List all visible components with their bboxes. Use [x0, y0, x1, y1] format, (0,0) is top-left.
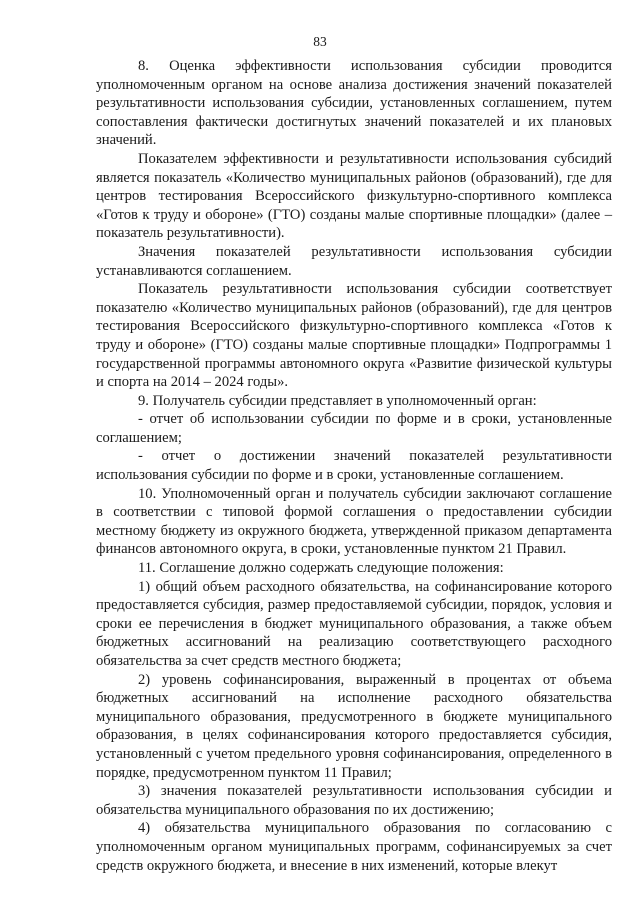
paragraph-11-agreement-content: 11. Соглашение должно содержать следующие положения: — [138, 560, 504, 577]
paragraph-8-evaluation: 8. Оценка эффективности использования субсидии проводится уполномоченным органом на основе анализа достижения значений показателей результативности использования субсидии, установленных соглашением, путем сопоставления фактически достигнутых значений показателей и их плановых значений. — [96, 58, 612, 149]
list-item-4-municipal-obligations: 4) обязательства муниципального образования по согласованию с уполномоченным органом муниципальных программ, софинансируемых за счет средств окружного бюджета, и внесение в них изменений, которые влекут — [96, 820, 612, 874]
list-item-3-indicator-values: 3) значения показателей результативности использования субсидии и обязательства муниципального образования по их достижению; — [96, 783, 612, 818]
list-item-usage-report: - отчет об использовании субсидии по форме и в сроки, установленные соглашением; — [96, 411, 612, 446]
paragraph-9-reporting: 9. Получатель субсидии представляет в уполномоченный орган: — [138, 392, 537, 409]
paragraph-10-agreement: 10. Уполномоченный орган и получатель субсидии заключают соглашение в соответствии с типовой формой соглашения о предоставлении субсидии местному бюджету из окружного бюджета, утвержденной приказом департамента финансов автономного округа, в сроки, установленные пунктом 21 Правил. — [96, 485, 612, 558]
list-item-achievement-report: - отчет о достижении значений показателей результативности использования субсидии по форме и в сроки, установленные соглашением. — [96, 448, 612, 484]
paragraph-indicator-values: Значения показателей результативности использования субсидии устанавливаются соглашением. — [96, 243, 612, 279]
paragraph-indicator-definition: Показателем эффективности и результативности использования субсидий является показатель «Количество муниципальных районов (образований), где для центров тестирования Всероссийского физкультурно-спортивного комплекса «Готов к труду и обороне» (ГТО) созданы малые спортивные площадки» (далее – показатель результативности). — [96, 150, 612, 242]
document-body — [96, 57, 612, 875]
list-item-2-cofinancing-level: 2) уровень софинансирования, выраженный в процентах от объема бюджетных ассигнований на исполнение расходного обязательства муниципального образования, предусмотренного в бюджете муниципального образования, в целях софинансирования которого предоставляется субсидия, установленный с учетом предельного уровня софинансирования, определенного в порядке, предусмотренном пунктом 11 Правил; — [96, 671, 612, 781]
paragraph-indicator-correspondence: Показатель результативности использования субсидии соответствует показателю «Количество муниципальных районов (образований), где для центров тестирования Всероссийского физкультурно-спортивного комплекса «Готов к труду и обороне» (ГТО) созданы малые спортивные площадки» Подпрограммы 1 государственной программы автономного округа «Развитие физической культуры и спорта на 2014 – 2024 годы». — [96, 281, 612, 391]
page-number: 83 — [313, 34, 327, 49]
list-item-1-obligation-volume: 1) общий объем расходного обязательства, на софинансирование которого предоставляется субсидия, размер предоставляемой субсидии, порядок, условия и сроки ее перечисления в бюджет муниципального образования, а также объем бюджетных ассигнований на реализацию соответствующего расходного обязательства за счет средств местного бюджета; — [96, 578, 612, 669]
